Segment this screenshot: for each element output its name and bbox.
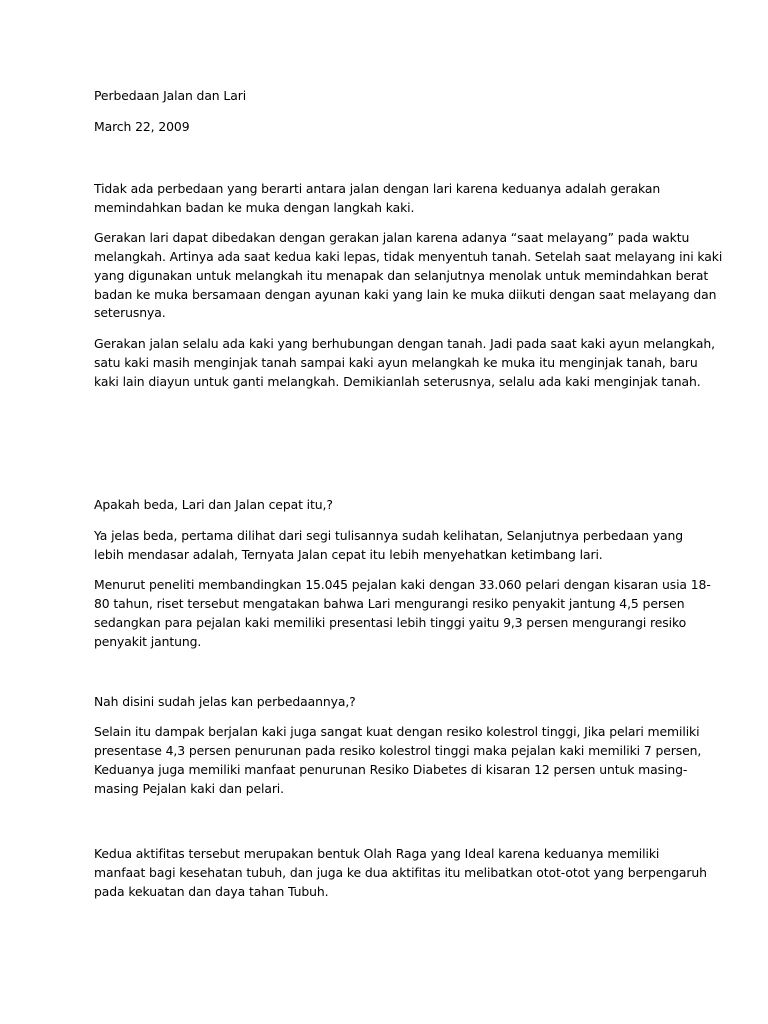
- text-line: sedangkan para pejalan kaki memiliki presentasi lebih tinggi yaitu 9,3 persen mengurangi resiko: [94, 615, 687, 630]
- document-title: Perbedaan Jalan dan Lari: [94, 88, 247, 103]
- text-line: lebih mendasar adalah, Ternyata Jalan cepat itu lebih menyehatkan ketimbang lari.: [94, 547, 603, 562]
- text-line: penyakit jantung.: [94, 634, 202, 649]
- text-line: presentase 4,3 persen penurunan pada resiko kolestrol tinggi maka pejalan kaki memiliki 7 persen,: [94, 743, 702, 758]
- text-line: satu kaki masih menginjak tanah sampai kaki ayun melangkah ke muka itu menginjak tanah, baru: [94, 355, 698, 370]
- text-line: Menurut peneliti membandingkan 15.045 pejalan kaki dengan 33.060 pelari dengan kisaran usia 18-: [94, 577, 711, 592]
- text-line: melangkah. Artinya ada saat kedua kaki lepas, tidak menyentuh tanah. Setelah saat melayang ini kaki: [94, 249, 723, 264]
- text-line: Keduanya juga memiliki manfaat penurunan Resiko Diabetes di kisaran 12 persen untuk masing-: [94, 762, 688, 777]
- text-line: Gerakan jalan selalu ada kaki yang berhubungan dengan tanah. Jadi pada saat kaki ayun melangkah,: [94, 336, 715, 351]
- text-line: Ya jelas beda, pertama dilihat dari segi tulisannya sudah kelihatan, Selanjutnya perbedaan yang: [94, 528, 683, 543]
- section-question: Apakah beda, Lari dan Jalan cepat itu,?: [94, 497, 333, 512]
- text-line: manfaat bagi kesehatan tubuh, dan juga ke dua aktifitas itu melibatkan otot-otot yang berpengaruh: [94, 865, 707, 880]
- text-line: Selain itu dampak berjalan kaki juga sangat kuat dengan resiko kolestrol tinggi, Jika pelari memiliki: [94, 724, 700, 739]
- text-line: Nah disini sudah jelas kan perbedaannya,?: [94, 694, 356, 709]
- text-line: Kedua aktifitas tersebut merupakan bentuk Olah Raga yang Ideal karena keduanya memiliki: [94, 846, 660, 861]
- text-line: Gerakan lari dapat dibedakan dengan gerakan jalan karena adanya “saat melayang” pada waktu: [94, 230, 690, 245]
- text-line: Tidak ada perbedaan yang berarti antara jalan dengan lari karena keduanya adalah gerakan: [94, 181, 661, 196]
- text-line: masing Pejalan kaki dan pelari.: [94, 781, 284, 796]
- text-line: pada kekuatan dan daya tahan Tubuh.: [94, 884, 329, 899]
- text-line: badan ke muka bersamaan dengan ayunan kaki yang lain ke muka diikuti dengan saat melayang dan: [94, 287, 717, 302]
- text-line: seterusnya.: [94, 305, 166, 320]
- text-line: yang digunakan untuk melangkah itu menapak dan selanjutnya menolak untuk memindahkan berat: [94, 268, 709, 283]
- text-line: 80 tahun, riset tersebut mengatakan bahwa Lari mengurangi resiko penyakit jantung 4,5 persen: [94, 596, 685, 611]
- document-date: March 22, 2009: [94, 119, 190, 134]
- text-line: memindahkan badan ke muka dengan langkah kaki.: [94, 200, 415, 215]
- text-line: kaki lain diayun untuk ganti melangkah. Demikianlah seterusnya, selalu ada kaki menginjak tanah.: [94, 374, 701, 389]
